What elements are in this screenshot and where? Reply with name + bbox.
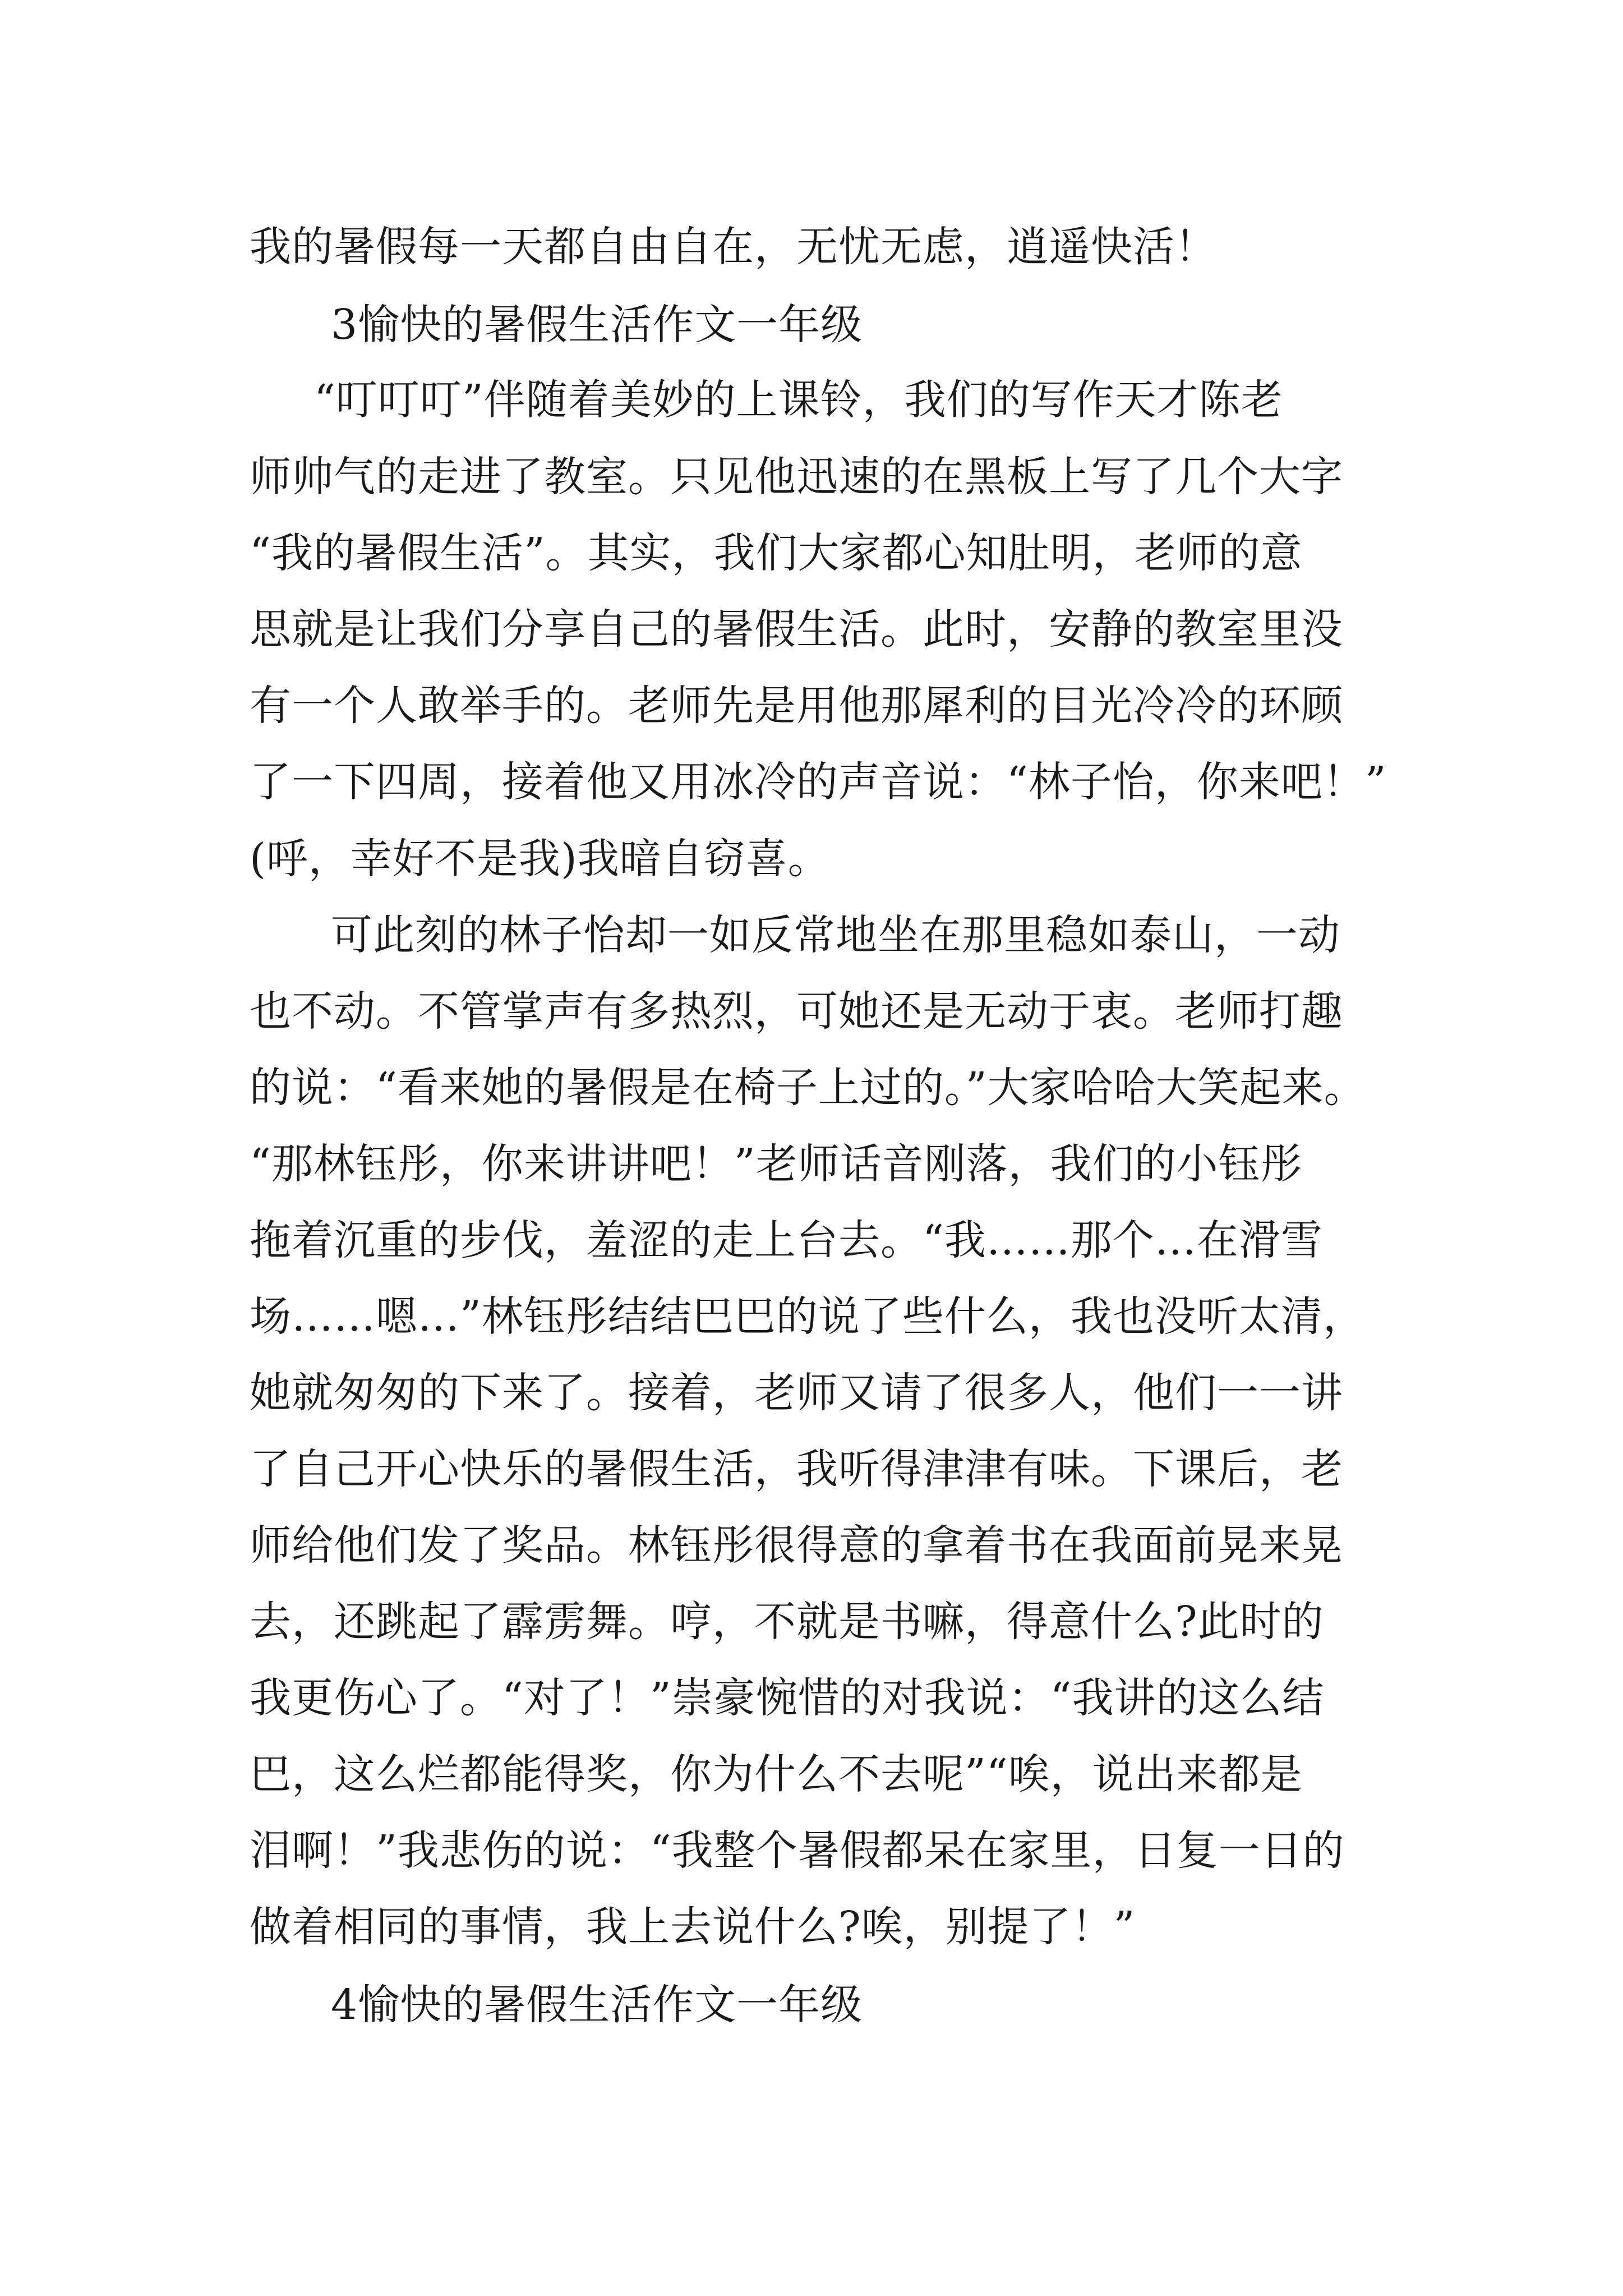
text-line: 可此刻的林子怡却一如反常地坐在那里稳如泰山，一动	[331, 911, 1340, 959]
section-heading: 4愉快的暑假生活作文一年级	[331, 1981, 863, 2029]
text-line: 场……嗯…”林钰彤结结巴巴的说了些什么，我也没听太清，	[250, 1292, 1365, 1341]
text-line: (呼，幸好不是我)我暗自窃喜。	[250, 835, 830, 883]
text-line: 了自己开心快乐的暑假生活，我听得津津有味。下课后，老	[250, 1445, 1343, 1493]
text-line: 做着相同的事情，我上去说什么?唉，别提了！”	[250, 1903, 1136, 1951]
text-line: “叮叮叮”伴随着美妙的上课铃，我们的写作天才陈老	[314, 376, 1283, 424]
text-line: 巴，这么烂都能得奖，你为什么不去呢”“唉，说出来都是	[250, 1750, 1303, 1798]
text-line: 有一个人敢举手的。老师先是用他那犀利的目光冷冷的环顾	[250, 682, 1343, 730]
text-line: 拖着沉重的步伐，羞涩的走上台去。“我……那个…在滑雪	[250, 1216, 1323, 1264]
text-line: 的说：“看来她的暑假是在椅子上过的。”大家哈哈大笑起来。	[250, 1064, 1366, 1112]
text-line: 也不动。不管掌声有多热烈，可她还是无动于衷。老师打趣	[250, 987, 1343, 1036]
text-line: 了一下四周，接着他又用冰冷的声音说：“林子怡，你来吧！”	[250, 758, 1387, 806]
text-line: 师帅气的走进了教室。只见他迅速的在黑板上写了几个大字	[250, 453, 1343, 501]
text-line: 去，还跳起了霹雳舞。哼，不就是书嘛，得意什么?此时的	[250, 1598, 1324, 1646]
text-line: “那林钰彤，你来讲讲吧！”老师话音刚落，我们的小钰彤	[250, 1140, 1303, 1188]
text-line: “我的暑假生活”。其实，我们大家都心知肚明，老师的意	[250, 529, 1303, 577]
text-line: 泪啊！”我悲伤的说：“我整个暑假都呆在家里，日复一日的	[250, 1826, 1345, 1875]
text-line: 我更伤心了。“对了！”崇豪惋惜的对我说：“我讲的这么结	[250, 1674, 1325, 1722]
section-heading: 3愉快的暑假生活作文一年级	[331, 301, 863, 349]
text-line: 她就匆匆的下来了。接着，老师又请了很多人，他们一一讲	[250, 1369, 1343, 1417]
text-line: 思就是让我们分享自己的暑假生活。此时，安静的教室里没	[250, 605, 1343, 654]
text-line: 师给他们发了奖品。林钰彤很得意的拿着书在我面前晃来晃	[250, 1521, 1343, 1570]
text-line: 我的暑假每一天都自由自在，无忧无虑，逍遥快活！	[250, 223, 1217, 271]
